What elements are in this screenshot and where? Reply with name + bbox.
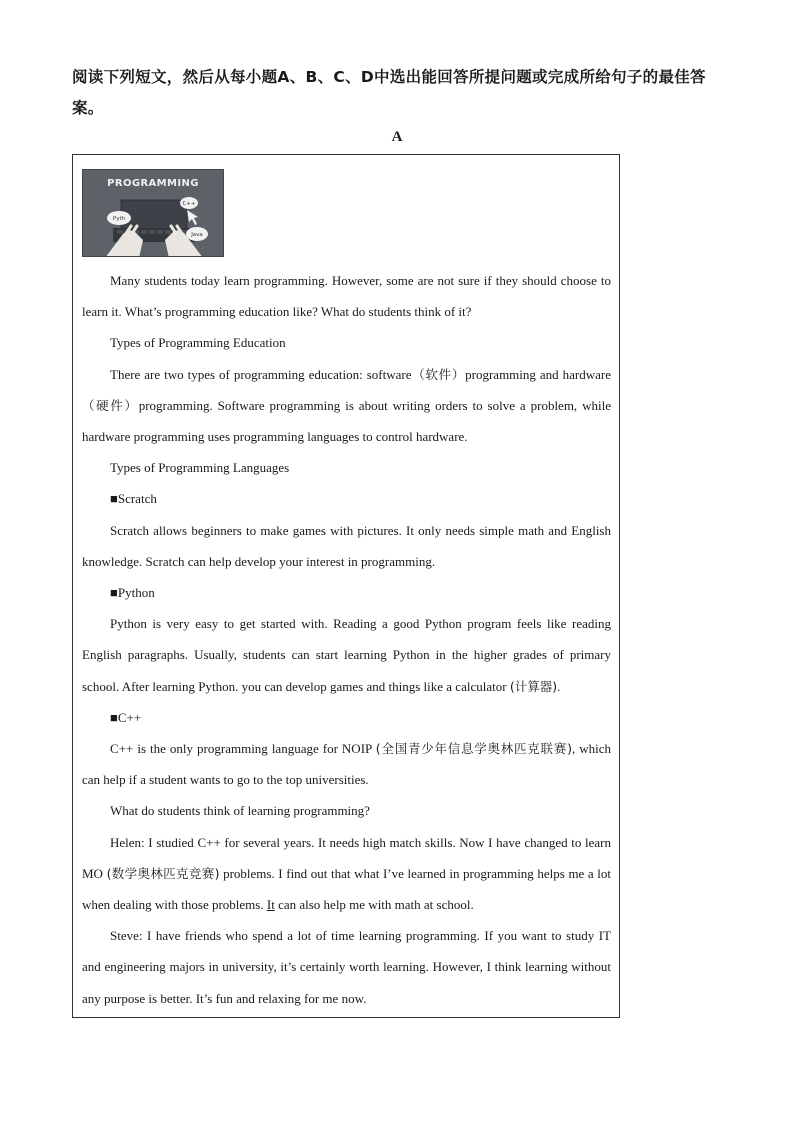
- instruction-text: 阅读下列短文，然后从每小题A、B、C、D中选出能回答所提问题或完成所给句子的最佳答案。: [72, 68, 706, 117]
- python-text-end: .: [557, 678, 561, 694]
- helen-text-1: Helen: I studied C++ for several years. It needs high match skills. Now I have changed to learn MO: [82, 834, 611, 881]
- scratch-heading: ■Scratch: [110, 491, 157, 507]
- heading-types-education: Types of Programming Education: [110, 335, 286, 351]
- types-education-text-1: There are two types of programming education: software: [110, 366, 412, 382]
- intro-paragraph: Many students today learn programming. However, some are not sure if they should choose to learn it. What’s programming education like? What do students think of it?: [82, 273, 611, 320]
- helen-paragraph: [82, 827, 611, 921]
- section-label: A: [391, 129, 403, 145]
- python-heading: ■Python: [110, 585, 155, 601]
- python-text: Python is very easy to get started with. Reading a good Python program feels like reading English paragraphs. Usually, students can start learning Python in the higher grades of primary school. After learning Python. you can develop games and things like a calculator: [82, 616, 611, 694]
- illustration-title: PROGRAMMING: [107, 178, 199, 189]
- cpp-text-2: , which can help if a student wants to go to the top universities.: [82, 741, 611, 788]
- helen-text-3: can also help me with math at school.: [278, 897, 474, 913]
- types-education-paragraph: [82, 359, 611, 453]
- bubble-label: C++: [182, 201, 196, 207]
- calculator-cjk-gloss: (计算器): [509, 678, 558, 694]
- cpp-heading: ■C++: [110, 709, 142, 725]
- types-education-text-3: programming. Software programming is about writing orders to solve a problem, while hardware programming uses programming languages to control hardware.: [82, 397, 611, 445]
- cpp-paragraph: [82, 733, 611, 795]
- underlined-it: It: [266, 897, 275, 913]
- passage-box: [72, 154, 620, 1018]
- software-cjk-gloss: （软件）: [411, 366, 466, 382]
- programming-illustration: [82, 169, 224, 257]
- bubble-label: Pyth: [112, 216, 126, 222]
- hardware-cjk-gloss: （硬件）: [82, 397, 139, 413]
- python-paragraph: [82, 608, 611, 702]
- heading-students-think: What do students think of learning programming?: [110, 803, 370, 819]
- heading-types-languages: Types of Programming Languages: [110, 460, 290, 476]
- bubble-label: Java: [191, 232, 203, 238]
- helen-text-2: problems. I find out that what I’ve learned in programming helps me a lot when dealing with those problems.: [82, 865, 612, 913]
- cpp-text-1: C++ is the only programming language for NOIP: [110, 741, 372, 757]
- noip-cjk-gloss: (全国青少年信息学奥林匹克联赛): [375, 741, 572, 757]
- types-education-text-2: programming and hardware: [465, 366, 611, 382]
- scratch-paragraph: Scratch allows beginners to make games with pictures. It only needs simple math and English knowledge. Scratch can help develop your interest in programming.: [82, 522, 611, 569]
- steve-paragraph: Steve: I have friends who spend a lot of time learning programming. If you want to study IT and engineering majors in university, it’s certainly worth learning. However, I think learning without any purpose is better. It’s fun and relaxing for me now.: [82, 928, 611, 1006]
- mo-cjk-gloss: (数学奥林匹克竞赛): [106, 865, 220, 881]
